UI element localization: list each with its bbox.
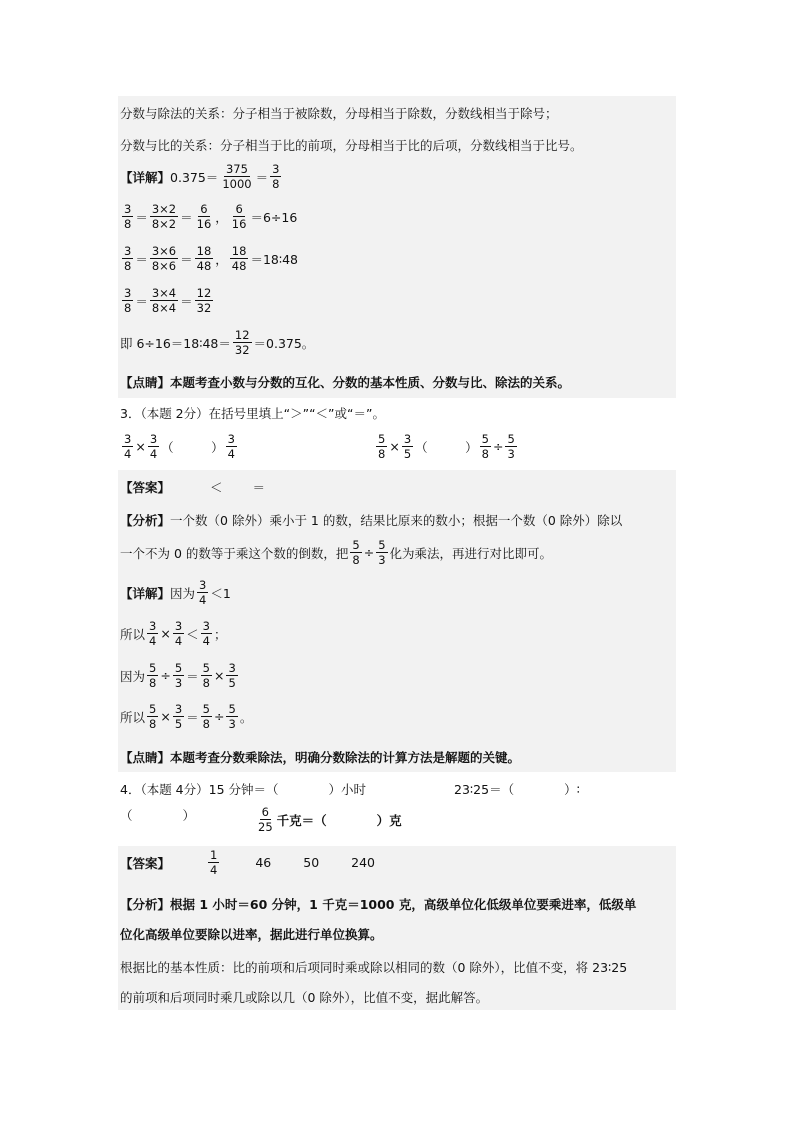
fraction: $\frac{375}{1000}$	[222, 162, 252, 192]
division-relation-text: 分数与除法的关系：分子相当于被除数，分母相当于除数，分数线相当于除号；	[120, 106, 558, 121]
point-label: 【点睛】	[120, 375, 171, 390]
answer-fraction: $\frac{1}{4}$	[210, 848, 218, 878]
answer-label: 【答案】	[120, 480, 171, 495]
q3-detail-4: 所以 $\frac{5}{8}$ × $\frac{3}{5}$ ＝ $\frac{5}{8}$ ÷ $\frac{5}{3}$ 。	[120, 702, 253, 732]
q3-detail-1: 【详解】 因为 $\frac{3}{4}$ ＜1	[120, 578, 231, 608]
fraction: $\frac{3}{8}$	[124, 244, 132, 274]
q3-expression-right: $\frac{5}{8}$ × $\frac{3}{5}$ （ ） $\frac{5}{8}$ ÷ $\frac{5}{3}$	[378, 432, 515, 462]
q4-analysis-3: 根据比的基本性质：比的前项和后项同时乘或除以相同的数（0 除外），比值不变，将 23∶25	[120, 960, 628, 975]
q3-point	[120, 748, 520, 766]
q3-detail-3: 因为 $\frac{5}{8}$ ÷ $\frac{5}{3}$ ＝ $\frac{5}{8}$ × $\frac{3}{5}$	[120, 661, 236, 691]
answer-value: 50	[303, 855, 320, 871]
fraction: $\frac{5}{3}$	[228, 702, 236, 732]
q2-detail-step3: $\frac{3}{8}$ ＝ $\frac{3\times 6}{8\times 6}$ ＝ $\frac{18}{48}$ ， $\frac{18}{48}$ ＝18∶48	[124, 244, 299, 274]
q3-analysis-2: 一个不为 0 的数等于乘这个数的倒数，把 $\frac{5}{8}$ ÷ $\frac{5}{3}$ 化为乘法，再进行对比即可。	[120, 538, 553, 568]
fraction: $\frac{5}{8}$	[481, 432, 489, 462]
fraction: $\frac{18}{48}$	[231, 244, 247, 274]
answer-blank: （ ）	[415, 439, 478, 455]
point-label: 【点睛】	[120, 750, 171, 765]
q4-analysis-2: 位化高级单位要除以进率，据此进行单位换算。	[120, 927, 383, 942]
fraction: $\frac{3}{5}$	[174, 702, 183, 732]
q3-expression-left: $\frac{3}{4}$ × $\frac{3}{4}$ （ ） $\frac{3}{4}$	[124, 432, 235, 462]
q4-line2-blank: （ ）	[120, 808, 196, 823]
fraction: $\frac{5}{8}$	[149, 702, 157, 732]
q2-detail-step4: $\frac{3}{8}$ ＝ $\frac{3\times 4}{8\times 4}$ ＝ $\frac{12}{32}$	[124, 286, 212, 316]
fraction: $\frac{5}{8}$	[202, 661, 210, 691]
q4-analysis-1: 【分析】 根据 1 小时＝60 分钟，1 千克＝1000 克，高级单位化低级单位要乘进率，低级单	[120, 897, 637, 912]
fraction: $\frac{3}{4}$	[149, 432, 158, 462]
q4-answer	[120, 849, 375, 876]
fraction: $\frac{12}{32}$	[234, 328, 250, 358]
analysis-label: 【分析】	[120, 897, 171, 912]
fraction: $\frac{5}{3}$	[507, 432, 515, 462]
fraction: $\frac{5}{8}$	[202, 702, 210, 732]
q4-title-a: 4．（本题 4分）15 分钟＝（ ）小时	[120, 782, 367, 797]
ratio-relation-text: 分数与比的关系：分子相当于比的前项，分母相当于比的后项，分数线相当于比号。	[120, 138, 583, 153]
q2-detail-step2: $\frac{3}{8}$ ＝ $\frac{3\times 2}{8\times 2}$ ＝ $\frac{6}{16}$ ， $\frac{6}{16}$ ＝6÷16	[124, 202, 298, 232]
fraction: $\frac{3}{5}$	[403, 432, 412, 462]
fraction: $\frac{3}{4}$	[174, 619, 183, 649]
answer-value: ＝	[252, 480, 266, 495]
analysis-label: 【分析】	[120, 513, 171, 528]
fraction: $\frac{3}{8}$	[124, 286, 132, 316]
q3-analysis-1: 【分析】 一个数（0 除外）乘小于 1 的数，结果比原来的数小；根据一个数（0 除外）除以	[120, 513, 623, 528]
answer-value: 46	[255, 855, 272, 871]
fraction: $\frac{3\times 4}{8\times 4}$	[151, 286, 177, 316]
point-text: 本题考查分数乘除法，明确分数除法的计算方法是解题的关键。	[170, 750, 521, 765]
fraction: $\frac{3}{4}$	[199, 578, 207, 608]
fraction: $\frac{18}{48}$	[196, 244, 212, 274]
q3-detail-2: 所以 $\frac{3}{4}$ × $\frac{3}{4}$ ＜ $\frac{3}{4}$ ；	[120, 619, 227, 649]
fraction: $\frac{5}{8}$	[149, 661, 157, 691]
answer-value: 240	[351, 855, 376, 871]
detail-label: 【详解】	[120, 585, 171, 601]
point-text: 本题考查小数与分数的互化、分数的基本性质、分数与比、除法的关系。	[170, 375, 571, 390]
fraction: $\frac{3}{8}$	[272, 162, 280, 192]
fraction: $\frac{6}{25}$	[258, 805, 273, 835]
fraction: $\frac{3}{5}$	[228, 661, 236, 691]
fraction: $\frac{3}{4}$	[124, 432, 132, 462]
q2-point	[120, 373, 570, 391]
detail-label: 【详解】	[120, 169, 171, 185]
fraction: $\frac{5}{8}$	[378, 432, 386, 462]
fraction: $\frac{3}{8}$	[124, 202, 132, 232]
q2-conclusion: 即 6÷16＝18∶48＝ $\frac{12}{32}$ ＝0.375。	[120, 328, 315, 358]
fraction: $\frac{3}{4}$	[227, 432, 235, 462]
q4-title-b: 23∶25＝（ ）∶	[454, 782, 580, 797]
fraction: $\frac{6}{16}$	[231, 202, 247, 232]
q3-title: 3．（本题 2分）在括号里填上“＞”“＜”或“＝”。	[120, 406, 385, 421]
fraction: $\frac{5}{3}$	[174, 661, 183, 691]
fraction: $\frac{3}{4}$	[202, 619, 210, 649]
q2-detail-step1: 【详解】 0.375＝ $\frac{375}{1000}$ ＝ $\frac{3}{8}$	[120, 162, 280, 192]
q4-analysis-4: 的前项和后项同时乘几或除以几（0 除外），比值不变，据此解答。	[120, 990, 489, 1005]
fraction: $\frac{6}{16}$	[196, 202, 212, 232]
q4-line2: $\frac{6}{25}$ 千克＝（ ）克	[258, 805, 402, 835]
fraction: $\frac{5}{3}$	[378, 538, 386, 568]
fraction: $\frac{3\times 6}{8\times 6}$	[151, 244, 177, 274]
q3-answer	[120, 478, 265, 496]
decimal-value: 0.375＝	[170, 169, 219, 185]
fraction: $\frac{3\times 2}{8\times 2}$	[151, 202, 177, 232]
fraction: $\frac{12}{32}$	[196, 286, 212, 316]
answer-value: ＜	[210, 480, 223, 495]
answer-label: 【答案】	[120, 855, 171, 871]
answer-blank: （ ）	[161, 439, 224, 455]
fraction: $\frac{3}{4}$	[149, 619, 157, 649]
fraction: $\frac{5}{8}$	[352, 538, 360, 568]
